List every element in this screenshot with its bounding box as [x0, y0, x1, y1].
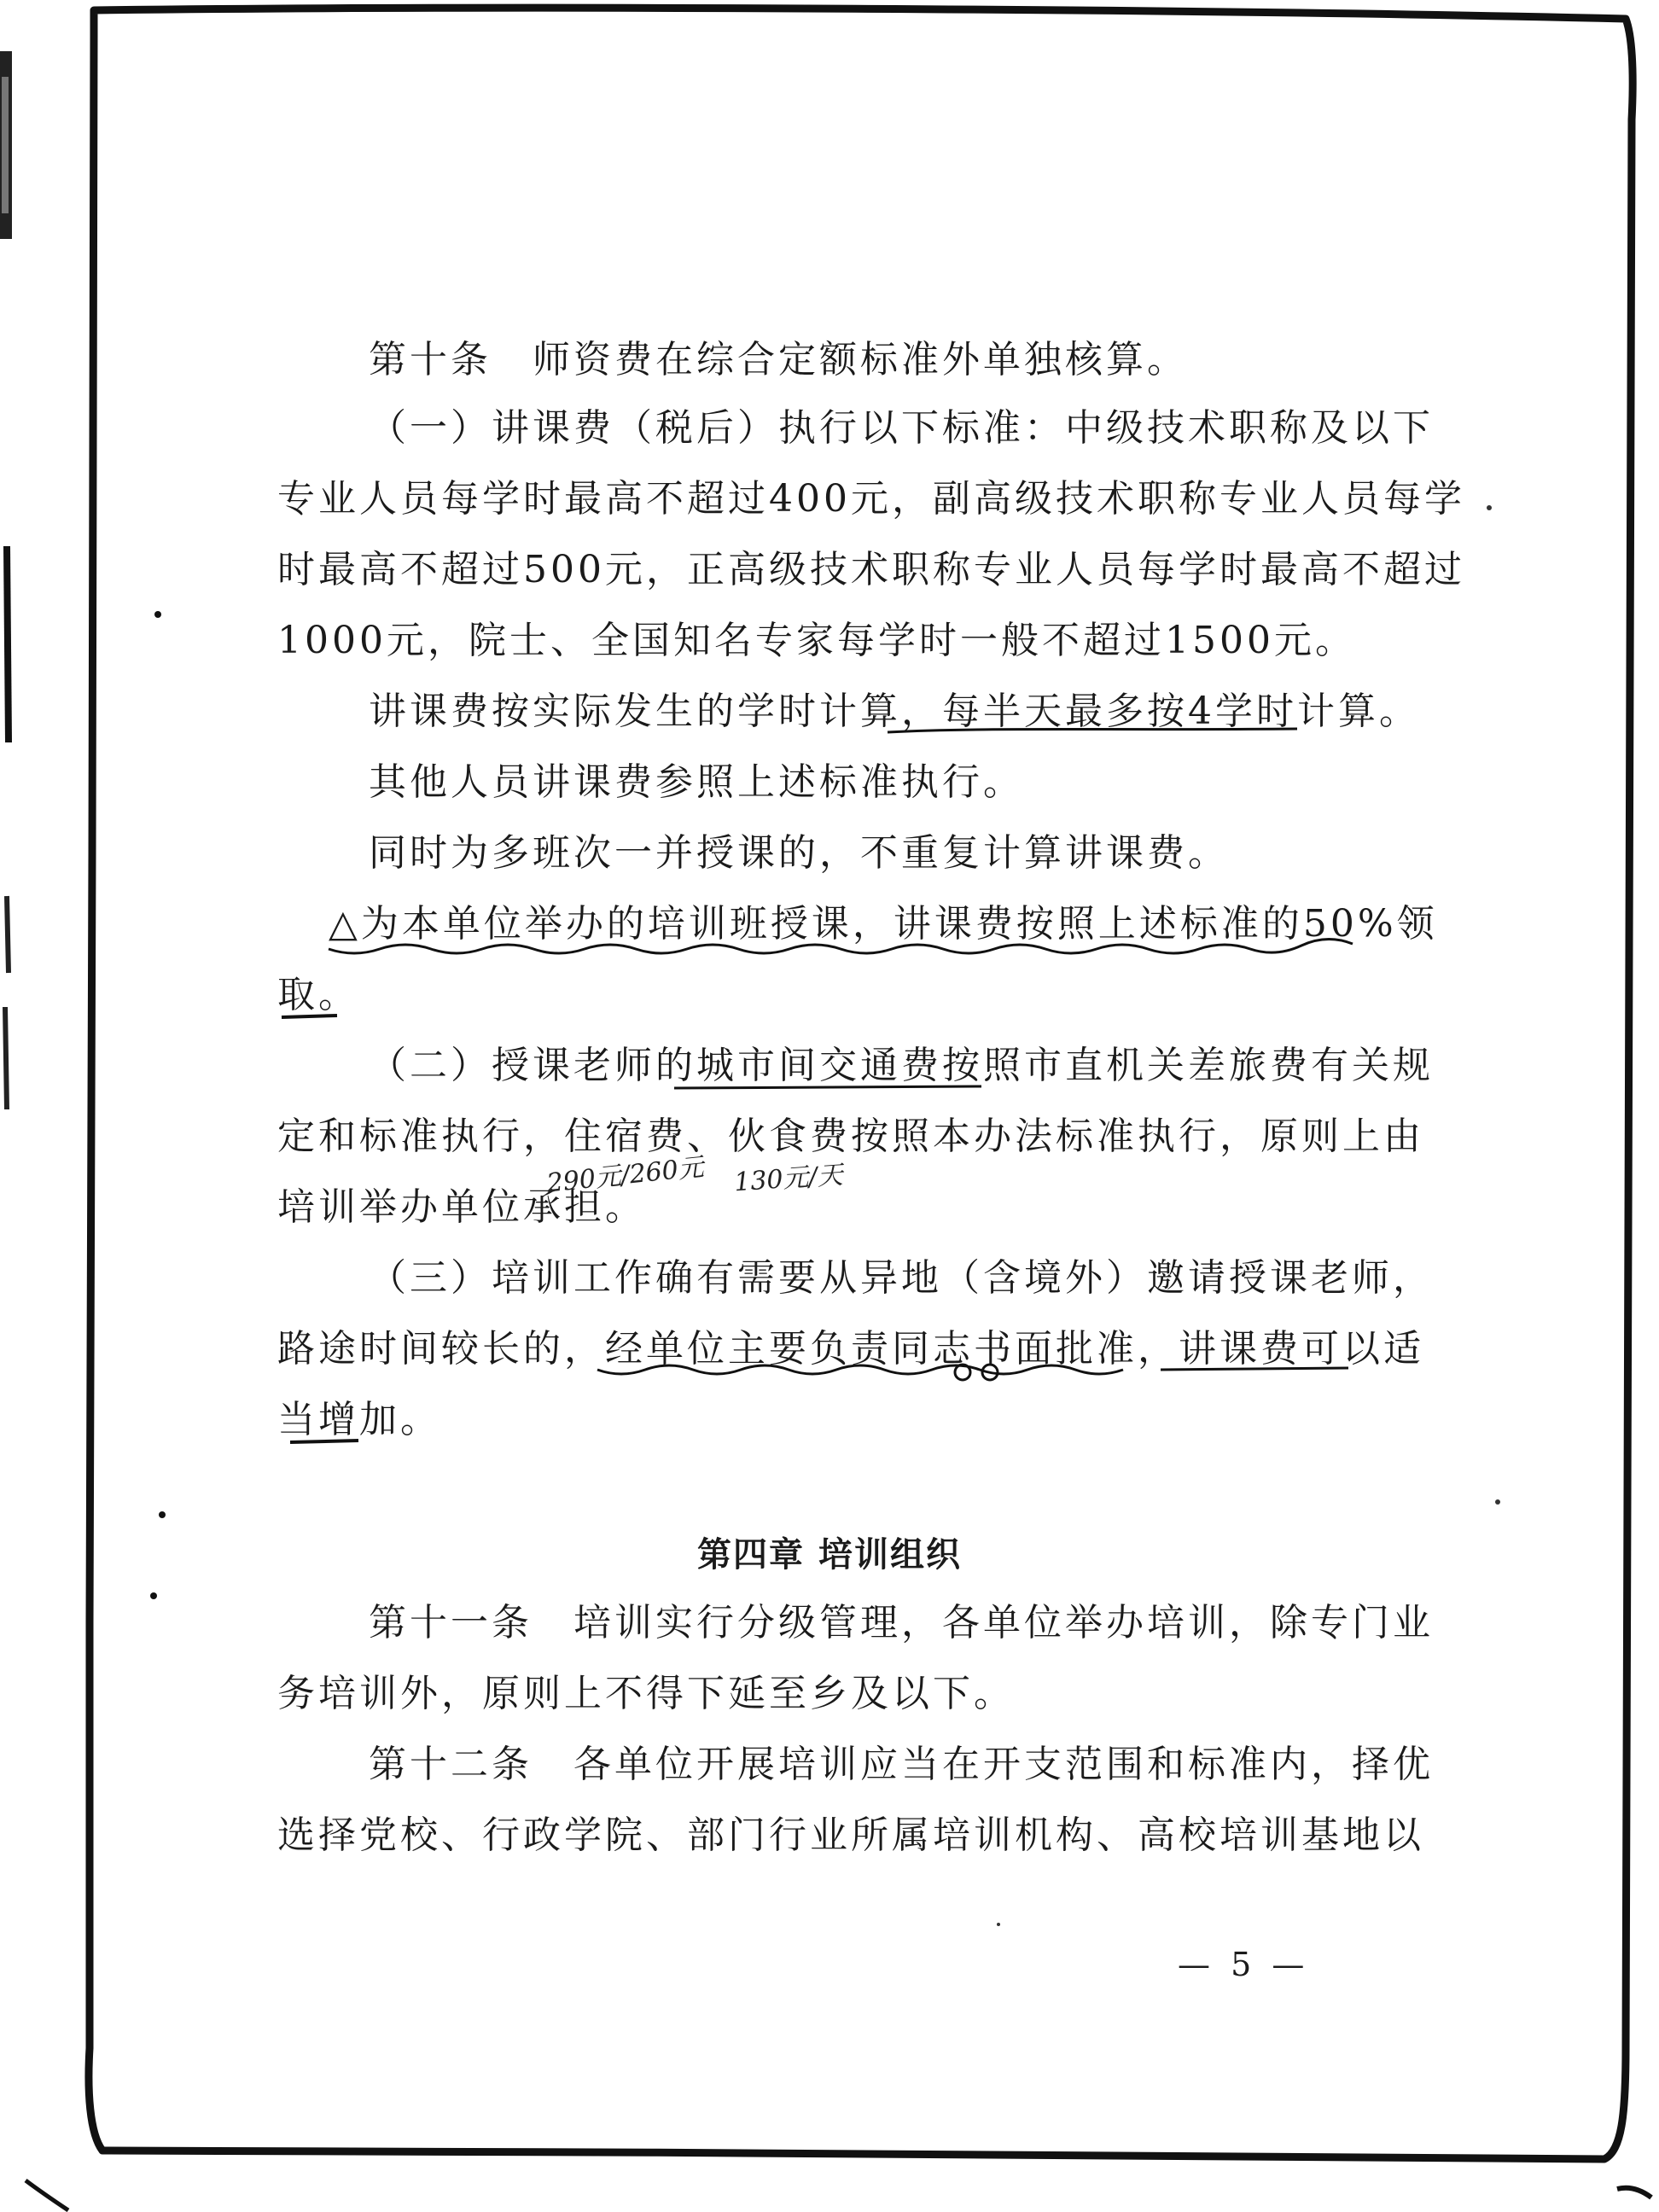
chapter-title: 第四章 培训组织 — [697, 1535, 962, 1575]
paragraph-line: 时最高不超过500元，正高级技术职称专业人员每学时最高不超过 — [277, 548, 1465, 591]
handwritten-note-lodging: 290元/260元 — [545, 1152, 706, 1199]
handwritten-note-meals: 130元/天 — [733, 1160, 844, 1198]
paragraph-line: 路途时间较长的，经单位主要负责同志书面批准，讲课费可以适 — [277, 1327, 1424, 1371]
paragraph-line: 专业人员每学时最高不超过400元，副高级技术职称专业人员每学 — [277, 477, 1465, 521]
paragraph-hour-calculation: 讲课费按实际发生的学时计算，每半天最多按4学时计算。 — [369, 690, 1420, 733]
paragraph-line: 务培训外，原则上不得下延至乡及以下。 — [277, 1672, 1015, 1715]
page-number: — 5 — — [1178, 1946, 1310, 1983]
paragraph-travel-costs: （二）授课老师的城市间交通费按照市直机关差旅费有关规 — [369, 1044, 1434, 1087]
article-10-heading: 第十条 师资费在综合定额标准外单独核算。 — [369, 338, 1188, 381]
paragraph-line: 取。 — [277, 973, 359, 1016]
paragraph-line: 1000元，院士、全国知名专家每学时一般不超过1500元。 — [277, 619, 1356, 662]
paragraph-line: 定和标准执行，住宿费、伙食费按照本办法标准执行，原则上由 — [277, 1115, 1424, 1158]
article-11: 第十一条 培训实行分级管理，各单位举办培训，除专门业 — [369, 1601, 1434, 1644]
paragraph-line: 当增加。 — [277, 1398, 441, 1441]
paragraph-other-staff: 其他人员讲课费参照上述标准执行。 — [369, 760, 1024, 804]
paragraph-own-unit-50pct: △为本单位举办的培训班授课，讲课费按照上述标准的50%领 — [329, 902, 1438, 946]
paragraph-lecture-fee-standard: （一）讲课费（税后）执行以下标准：中级技术职称及以下 — [369, 406, 1434, 450]
paragraph-line: 选择党校、行政学院、部门行业所属培训机构、高校培训基地以 — [277, 1813, 1424, 1857]
article-12: 第十二条 各单位开展培训应当在开支范围和标准内，择优 — [369, 1743, 1434, 1786]
paragraph-remote-teacher: （三）培训工作确有需要从异地（含境外）邀请授课老师， — [369, 1256, 1434, 1300]
paragraph-multi-class: 同时为多班次一并授课的，不重复计算讲课费。 — [369, 831, 1229, 875]
paragraph-line: 培训举办单位承担。 — [277, 1185, 646, 1229]
